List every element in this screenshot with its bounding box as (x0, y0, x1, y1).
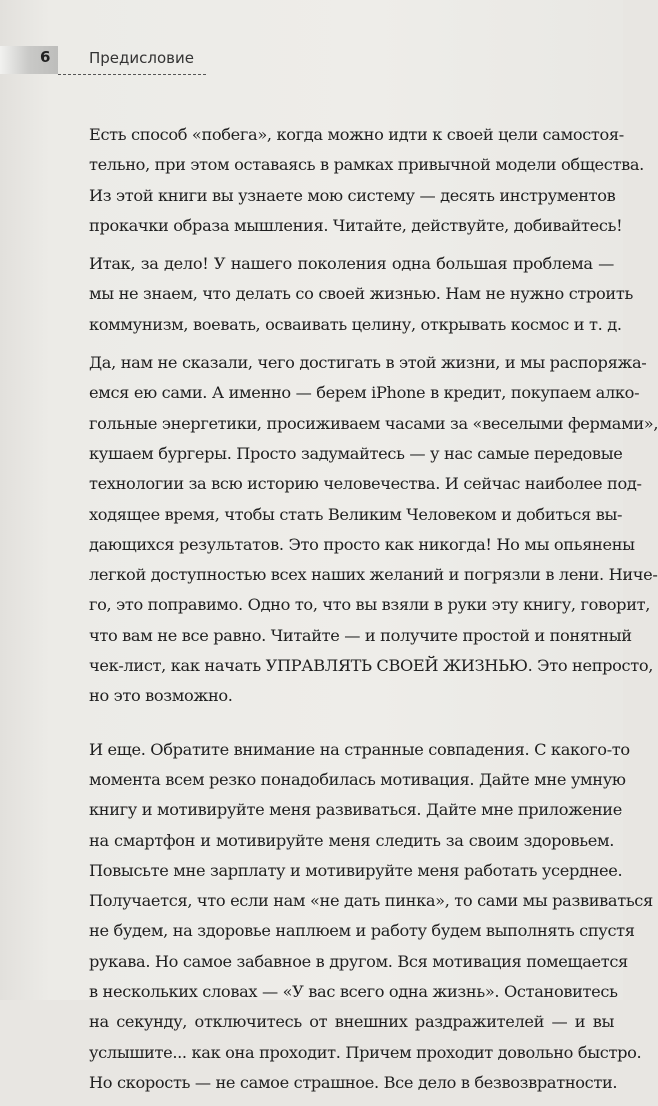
text-line: прокачки образа мышления. Читайте, действуйте, добивайтесь! (89, 215, 623, 235)
text-line: книгу и мотивируйте меня развиваться. Дайте мне приложение (89, 800, 622, 820)
text-line: но это возможно. (89, 686, 233, 706)
text-line: тельно, при этом оставаясь в рамках привычной модели общества. (89, 155, 644, 175)
text-line: емся ею сами. А именно — берем iPhone в кредит, покупаем алко- (89, 383, 640, 403)
paragraph-2 (89, 249, 633, 340)
text-line: технологии за всю историю человечества. И сейчас наиболее под- (89, 474, 642, 494)
text-line: на секунду, отключитесь от внешних раздражителей — и вы (89, 1012, 614, 1032)
text-line: чек-лист, как начать УПРАВЛЯТЬ СВОЕЙ ЖИЗНЬЮ. Это непросто, (89, 656, 654, 676)
paragraph-3 (89, 348, 658, 712)
text-line: Итак, за дело! У нашего поколения одна большая проблема — (89, 254, 614, 274)
page-number: 6 (40, 48, 51, 66)
text-line: Да, нам не сказали, чего достигать в этой жизни, и мы распоряжа- (89, 353, 647, 373)
text-line: Но скорость — не самое страшное. Все дело в безвозвратности. (89, 1072, 618, 1092)
text-line: ходящее время, чтобы стать Великим Человеком и добиться вы- (89, 504, 623, 524)
text-line: мы не знаем, что делать со своей жизнью. Нам не нужно строить (89, 284, 633, 304)
text-line: не будем, на здоровье наплюем и работу будем выполнять спустя (89, 921, 635, 941)
text-line: дающихся результатов. Это просто как никогда! Но мы опьянены (89, 534, 635, 554)
text-line: Есть способ «побега», когда можно идти к своей цели самостоя- (89, 125, 624, 144)
text-line: легкой доступностью всех наших желаний и погрязли в лени. Ниче- (89, 565, 658, 585)
text-line: кушаем бургеры. Просто задумайтесь — у нас самые передовые (89, 443, 623, 463)
text-line: момента всем резко понадобилась мотивация. Дайте мне умную (89, 769, 626, 789)
paragraph-4 (89, 735, 653, 1099)
text-line: коммунизм, воевать, осваивать целину, открывать космос и т. д. (89, 314, 622, 334)
body-text (89, 120, 658, 1106)
running-header (0, 38, 623, 78)
text-line: Повысьте мне зарплату и мотивируйте меня работать усерднее. (89, 860, 623, 880)
section-title: Предисловие (89, 49, 194, 67)
text-line: на смартфон и мотивируйте меня следить за своим здоровьем. (89, 830, 614, 850)
paragraph-1 (89, 120, 644, 241)
text-line: услышите... как она проходит. Причем проходит довольно быстро. (89, 1042, 642, 1062)
header-dashed-rule (58, 74, 206, 75)
text-line: что вам не все равно. Читайте — и получите простой и понятный (89, 625, 632, 645)
text-line: рукава. Но самое забавное в другом. Вся мотивация помещается (89, 951, 628, 971)
text-line: Получается, что если нам «не дать пинка», то сами мы развиваться (89, 891, 653, 911)
text-line: И еще. Обратите внимание на странные совпадения. С какого-то (89, 739, 630, 759)
text-line: в нескольких словах — «У вас всего одна жизнь». Остановитесь (89, 982, 618, 1002)
text-line: го, это поправимо. Одно то, что вы взяли в руки эту книгу, говорит, (89, 595, 651, 615)
text-line: гольные энергетики, просиживаем часами за «веселыми фермами», (89, 413, 658, 433)
text-line: Из этой книги вы узнаете мою систему — десять инструментов (89, 185, 616, 205)
